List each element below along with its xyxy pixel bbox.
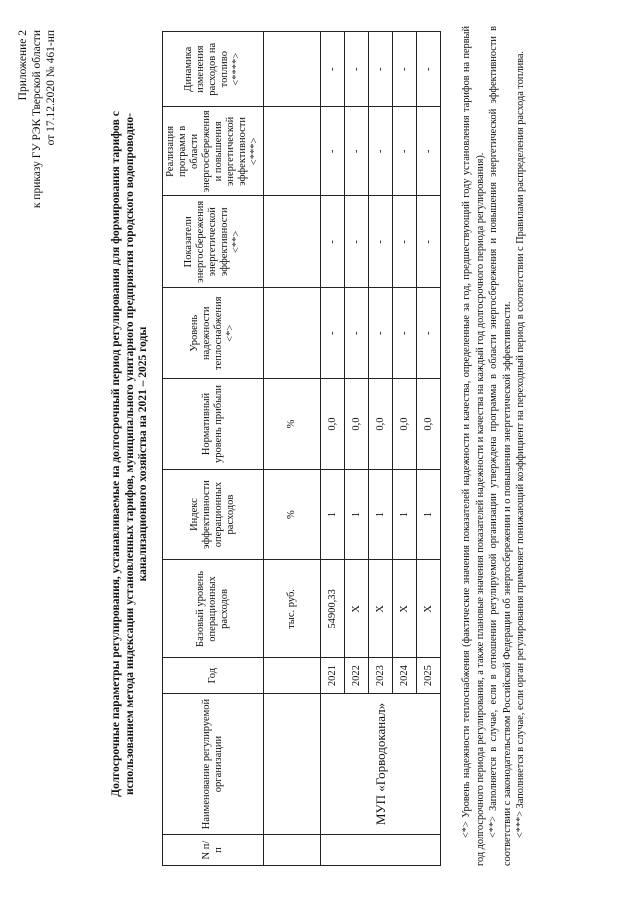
- cell-index: 1: [393, 469, 417, 560]
- cell-energy: -: [369, 196, 393, 288]
- cell-programs: -: [393, 107, 417, 196]
- cell-index: 1: [321, 469, 345, 560]
- cell-index: 1: [417, 469, 441, 560]
- cell-energy: -: [321, 196, 345, 288]
- cell-base: Х: [417, 560, 441, 658]
- header-base: Базовый уровень операционных расходов: [163, 560, 264, 658]
- row-number: [321, 835, 441, 866]
- unit-fuel: [264, 32, 321, 107]
- num-cell: [264, 835, 321, 866]
- header-reliability: Уровень надежности теплоснабжения <*>: [163, 288, 264, 379]
- cell-index: 1: [345, 469, 369, 560]
- cell-programs: -: [369, 107, 393, 196]
- header-profit: Нормативный уровень прибыли: [163, 379, 264, 469]
- table-row: [321, 32, 345, 866]
- cell-fuel: -: [369, 32, 393, 107]
- cell-programs: -: [417, 107, 441, 196]
- org-unit-cell: [264, 693, 321, 834]
- header-num: N п/п: [163, 835, 264, 866]
- year-unit-cell: [264, 658, 321, 693]
- cell-base: 54900,33: [321, 560, 345, 658]
- header-index: Индекс эффективности операционных расходов: [163, 469, 264, 560]
- unit-energy: [264, 196, 321, 288]
- header-fuel: Динамика изменения расходов на топливо <****>: [163, 32, 264, 107]
- cell-profit: 0,0: [417, 379, 441, 469]
- header-energy: Показатели энергосбережения энергетической эффективности <**>: [163, 196, 264, 288]
- cell-base: Х: [393, 560, 417, 658]
- header-year: Год: [163, 658, 264, 693]
- cell-year: 2022: [345, 658, 369, 693]
- units-row: [264, 32, 321, 866]
- unit-index: %: [264, 469, 321, 560]
- appendix-number: Приложение 2: [17, 30, 29, 101]
- cell-year: 2025: [417, 658, 441, 693]
- cell-fuel: -: [321, 32, 345, 107]
- footnotes: [460, 26, 528, 866]
- cell-base: Х: [345, 560, 369, 658]
- organization-name: МУП «Горводоканал»: [321, 693, 441, 834]
- cell-fuel: -: [393, 32, 417, 107]
- cell-reliability: -: [369, 288, 393, 379]
- cell-profit: 0,0: [369, 379, 393, 469]
- cell-reliability: -: [345, 288, 369, 379]
- cell-reliability: -: [393, 288, 417, 379]
- cell-profit: 0,0: [321, 379, 345, 469]
- cell-year: 2023: [369, 658, 393, 693]
- unit-reliability: [264, 288, 321, 379]
- cell-programs: -: [345, 107, 369, 196]
- footnote-fuel: <***> Заполняется в случае, если орган регулирования применяет понижающий коэффициент на переходный период в соответствии с Правилами распределения расхода топлива.: [515, 51, 526, 838]
- unit-base: тыс. руб.: [264, 560, 321, 658]
- document-title: Долгосрочные параметры регулирования, устанавливаемые на долгосрочный период регулирования для формирования тарифов с использованием метода индексации установленных тарифов, муниципального унитарного предприятия городского водопроводно-канализационного хозяйства на 2021 – 2025 годы: [110, 111, 149, 797]
- cell-energy: -: [345, 196, 369, 288]
- parameters-table: [162, 31, 441, 866]
- cell-energy: -: [417, 196, 441, 288]
- cell-fuel: -: [345, 32, 369, 107]
- footnote-reliability: <*> Уровень надежности теплоснабжения (фактические значения показателей надежности и качества, определенные за год, предшествующий году установления тарифов на первый год долгосрочного периода регулирования, а также плановые значения показателей надежности и качества на каждый год долгосрочного периода регулирования).: [461, 26, 486, 866]
- appendix-date: от 17.12.2020 № 461-нп: [45, 30, 57, 146]
- cell-reliability: -: [417, 288, 441, 379]
- cell-year: 2021: [321, 658, 345, 693]
- appendix-header: [16, 30, 58, 208]
- cell-profit: 0,0: [345, 379, 369, 469]
- cell-index: 1: [369, 469, 393, 560]
- header-org: Наименование регулируемой организации: [163, 693, 264, 834]
- cell-base: Х: [369, 560, 393, 658]
- unit-programs: [264, 107, 321, 196]
- cell-energy: -: [393, 196, 417, 288]
- appendix-order: к приказу ГУ РЭК Тверской области: [31, 30, 43, 209]
- header-programs: Реализация программ в области энергосбережения и повышения энергетической эффективности <***>: [163, 107, 264, 196]
- cell-fuel: -: [417, 32, 441, 107]
- table-header-row: [163, 32, 264, 866]
- cell-reliability: -: [321, 288, 345, 379]
- unit-profit: %: [264, 379, 321, 469]
- cell-year: 2024: [393, 658, 417, 693]
- cell-profit: 0,0: [393, 379, 417, 469]
- footnote-energy: <**> Заполняется в случае, если в отношении регулируемой организации утверждена программа в области энергосбережения и повышения энергетической эффективности в соответствии с законодательством Российской Федерации об энергосбережении и о повышении энергетической эффективности.: [488, 26, 513, 866]
- cell-programs: -: [321, 107, 345, 196]
